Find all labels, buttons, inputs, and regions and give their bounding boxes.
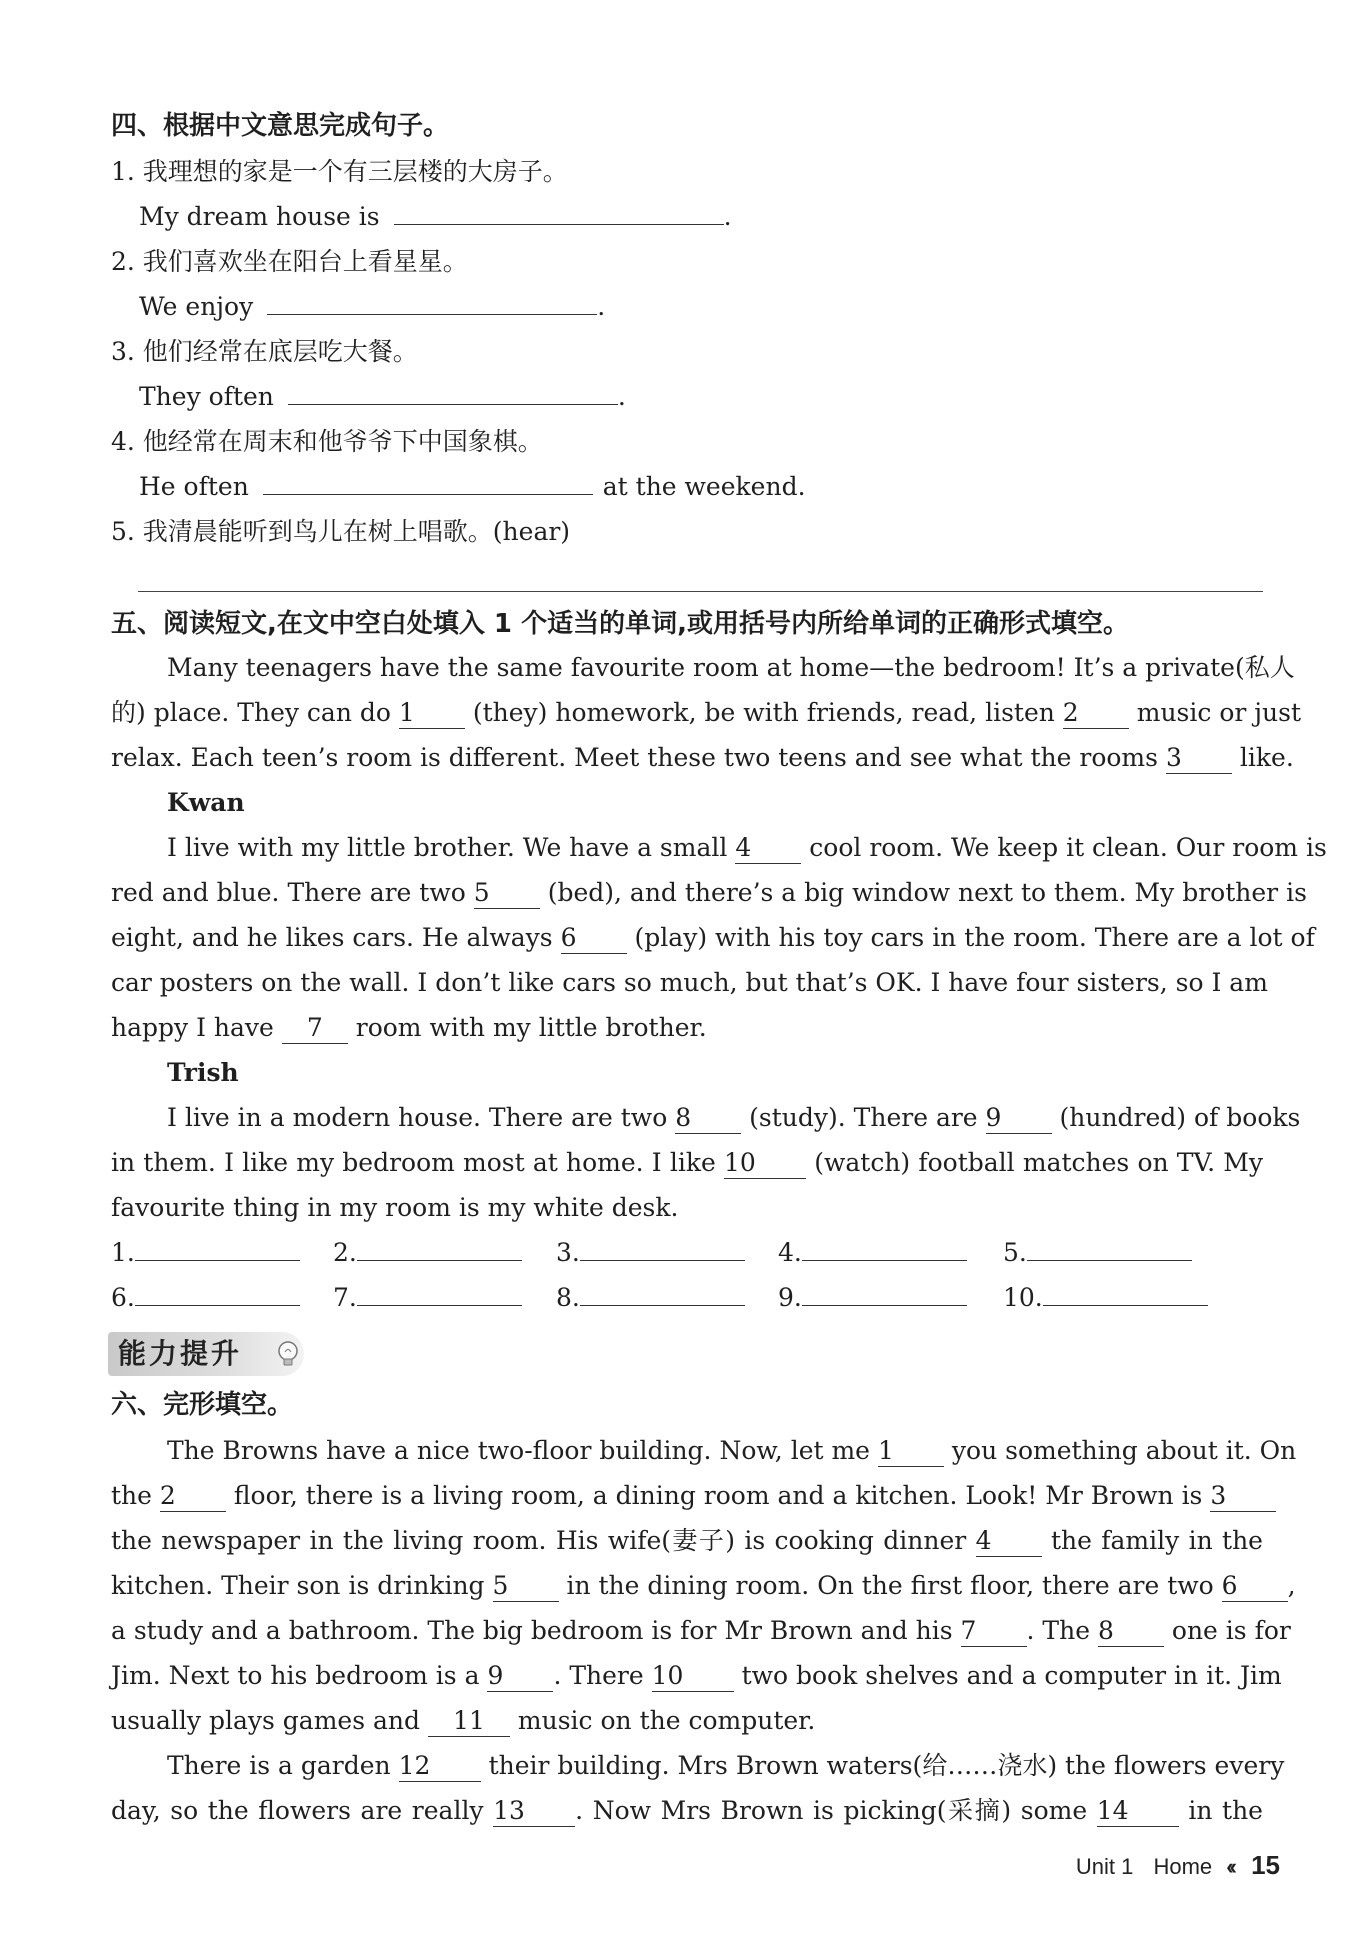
sentence-end: . xyxy=(597,292,606,321)
gap-8[interactable]: 8 xyxy=(675,1103,741,1134)
gap-4[interactable]: 4 xyxy=(735,833,801,864)
answer-blank[interactable] xyxy=(1027,1230,1192,1261)
cloze-gap-13[interactable]: 13 xyxy=(493,1796,575,1827)
cloze-gap-8[interactable]: 8 xyxy=(1098,1616,1164,1647)
passage-line: red and blue. There are two 5 (bed), and there’s a big window next to them. My brother is xyxy=(111,878,1307,907)
en-sentence xyxy=(139,464,1291,509)
ability-banner xyxy=(108,1332,304,1376)
en-sentence xyxy=(139,374,1291,419)
answer-blank[interactable] xyxy=(263,464,593,495)
passage-line: I live with my little brother. We have a small 4 cool room. We keep it clean. Our room is xyxy=(167,833,1327,862)
passage-line: 的) place. They can do 1 (they) homework, be with friends, read, listen 2 music or just xyxy=(111,698,1302,727)
lightbulb-icon xyxy=(274,1339,302,1369)
answer-slot: 7. xyxy=(333,1275,522,1320)
answer-slot: 5. xyxy=(1003,1230,1192,1275)
passage-line: happy I have 7 room with my little brother. xyxy=(111,1013,707,1042)
passage-line: the newspaper in the living room. His wife(妻子) is cooking dinner 4 the family in the xyxy=(111,1526,1263,1555)
sentence-start: We enjoy xyxy=(139,292,254,321)
cloze-gap-4[interactable]: 4 xyxy=(976,1526,1042,1557)
answer-slot: 2. xyxy=(333,1230,522,1275)
answer-blank[interactable] xyxy=(802,1230,967,1261)
gap-7[interactable]: 7 xyxy=(282,1013,348,1044)
speaker-name: Kwan xyxy=(167,788,245,817)
en-sentence xyxy=(139,284,1291,329)
cn-sentence: 1. 我理想的家是一个有三层楼的大房子。 xyxy=(111,157,568,186)
cloze-gap-12[interactable]: 12 xyxy=(399,1751,481,1782)
cloze-gap-10[interactable]: 10 xyxy=(652,1661,734,1692)
cloze-gap-14[interactable]: 14 xyxy=(1097,1796,1179,1827)
cloze-gap-2[interactable]: 2 xyxy=(160,1481,226,1512)
answer-blank[interactable] xyxy=(1043,1275,1208,1306)
answer-blank[interactable] xyxy=(394,194,724,225)
answer-blank[interactable] xyxy=(267,284,597,315)
cloze-gap-7[interactable]: 7 xyxy=(961,1616,1027,1647)
gap-5[interactable]: 5 xyxy=(474,878,540,909)
cn-sentence: 5. 我清晨能听到鸟儿在树上唱歌。(hear) xyxy=(111,517,571,546)
unit-label: Unit 1 xyxy=(1075,1854,1134,1879)
answer-blank[interactable] xyxy=(580,1230,745,1261)
answer-slot: 1. xyxy=(111,1230,300,1275)
page-footer xyxy=(1076,1850,1280,1881)
answer-blank[interactable] xyxy=(135,1230,300,1261)
passage-line: relax. Each teen’s room is different. Meet these two teens and see what the rooms 3 like. xyxy=(111,743,1294,772)
cloze-gap-6[interactable]: 6 xyxy=(1222,1571,1288,1602)
passage-line: favourite thing in my room is my white desk. xyxy=(111,1193,679,1222)
passage-line: Many teenagers have the same favourite room at home—the bedroom! It’s a private(私人 xyxy=(167,653,1295,682)
cn-sentence: 3. 他们经常在底层吃大餐。 xyxy=(111,337,418,366)
cloze-gap-5[interactable]: 5 xyxy=(493,1571,559,1602)
answer-slot: 8. xyxy=(556,1275,745,1320)
gap-6[interactable]: 6 xyxy=(561,923,627,954)
answer-blank[interactable] xyxy=(357,1230,522,1261)
section-title: 六、完形填空。 xyxy=(111,1390,294,1420)
passage-line: I live in a modern house. There are two 8 (study). There are 9 (hundred) of books xyxy=(167,1103,1301,1132)
gap-2[interactable]: 2 xyxy=(1063,698,1129,729)
gap-3[interactable]: 3 xyxy=(1166,743,1232,774)
answer-blank[interactable] xyxy=(288,374,618,405)
sentence-end: . xyxy=(617,382,626,411)
gap-10[interactable]: 10 xyxy=(724,1148,806,1179)
page-number: 15 xyxy=(1251,1850,1280,1880)
passage-line: kitchen. Their son is drinking 5 in the dining room. On the first floor, there are two 6 , xyxy=(111,1571,1296,1600)
cloze-gap-9[interactable]: 9 xyxy=(487,1661,553,1692)
gap-9[interactable]: 9 xyxy=(986,1103,1052,1134)
sentence-end: . xyxy=(723,202,732,231)
passage-line: There is a garden 12 their building. Mrs Brown waters(给……浇水) the flowers every xyxy=(167,1751,1285,1780)
answer-slot: 3. xyxy=(556,1230,745,1275)
sentence-start: He often xyxy=(139,472,249,501)
passage-line: usually plays games and 11 music on the computer. xyxy=(111,1706,816,1735)
cn-sentence: 4. 他经常在周末和他爷爷下中国象棋。 xyxy=(111,427,543,456)
passage-line: Jim. Next to his bedroom is a 9 . There 10 two book shelves and a computer in it. Jim xyxy=(111,1661,1282,1690)
cn-sentence: 2. 我们喜欢坐在阳台上看星星。 xyxy=(111,247,468,276)
banner-label: 能力提升 xyxy=(118,1337,243,1370)
topic-label: Home xyxy=(1153,1854,1213,1879)
sentence-start: They often xyxy=(139,382,274,411)
passage-line: the 2 floor, there is a living room, a dining room and a kitchen. Look! Mr Brown is 3 xyxy=(111,1473,1263,1518)
answer-slot: 9. xyxy=(778,1275,967,1320)
chevrons-left-icon: ‹‹ xyxy=(1226,1854,1233,1879)
answer-slot: 4. xyxy=(778,1230,967,1275)
answer-blank[interactable] xyxy=(802,1275,967,1306)
answer-line[interactable] xyxy=(138,591,1263,592)
speaker-name: Trish xyxy=(167,1058,239,1087)
passage-line: The Browns have a nice two-floor building. Now, let me 1 you something about it. On xyxy=(167,1436,1297,1465)
answer-slot: 10. xyxy=(1003,1275,1208,1320)
sentence-start: My dream house is xyxy=(139,202,380,231)
cloze-gap-11[interactable]: 11 xyxy=(428,1706,510,1737)
cloze-gap-1[interactable]: 1 xyxy=(878,1436,944,1467)
section-title: 四、根据中文意思完成句子。 xyxy=(111,111,450,141)
gap-1[interactable]: 1 xyxy=(399,698,465,729)
passage-line: in them. I like my bedroom most at home. I like 10 (watch) football matches on TV. My xyxy=(111,1148,1264,1177)
answer-blank[interactable] xyxy=(357,1275,522,1306)
passage-line: day, so the flowers are really 13 . Now Mrs Brown is picking(采摘) some 14 in the xyxy=(111,1796,1263,1825)
en-sentence xyxy=(139,194,1291,239)
answer-slot: 6. xyxy=(111,1275,300,1320)
cloze-gap-3[interactable]: 3 xyxy=(1210,1481,1276,1512)
answer-blank[interactable] xyxy=(135,1275,300,1306)
passage-line: a study and a bathroom. The big bedroom is for Mr Brown and his 7 . The 8 one is for xyxy=(111,1616,1291,1645)
passage-line: car posters on the wall. I don’t like cars so much, but that’s OK. I have four sisters, so I am xyxy=(111,968,1268,997)
passage-line: eight, and he likes cars. He always 6 (play) with his toy cars in the room. There are a lot of xyxy=(111,923,1315,952)
section-title: 五、阅读短文,在文中空白处填入 1 个适当的单词,或用括号内所给单词的正确形式填空。 xyxy=(111,609,1129,639)
answer-blank[interactable] xyxy=(580,1275,745,1306)
sentence-end: at the weekend. xyxy=(602,472,806,501)
